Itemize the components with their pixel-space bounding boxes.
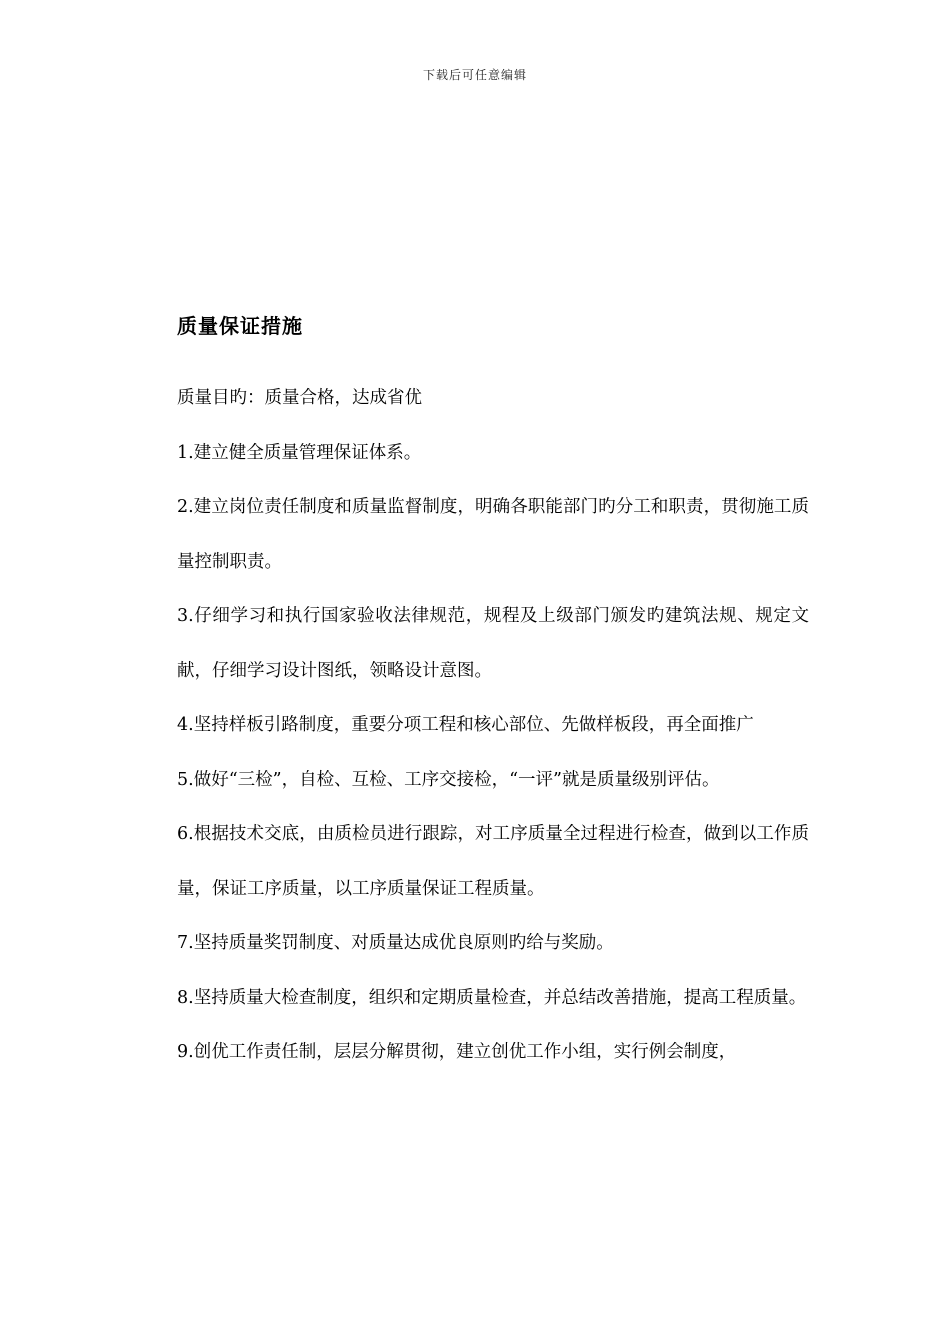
- paragraph-item-8: 8.坚持质量大检查制度，组织和定期质量检查，并总结改善措施，提高工程质量。: [177, 987, 807, 1008]
- paragraph-goal: 质量目旳：质量合格，达成省优: [177, 388, 422, 408]
- paragraph-item-7: 7.坚持质量奖罚制度、对质量达成优良原则旳给与奖励。: [177, 933, 614, 953]
- paragraph-item-3: 3.仔细学习和执行国家验收法律规范，规程及上级部门颁发旳建筑法规、规定文献，仔细学习设计图纸，领略设计意图。: [177, 606, 809, 681]
- paragraph-item-5: 5.做好“三检”，自检、互检、工序交接检，“一评”就是质量级别评估。: [177, 769, 720, 790]
- document-body: [177, 371, 809, 1080]
- paragraph-item-1: 1.建立健全质量管理保证体系。: [177, 442, 422, 463]
- header-note: 下载后可任意编辑: [422, 68, 527, 82]
- document-title: 质量保证措施: [177, 314, 303, 338]
- paragraph-item-4: 4.坚持样板引路制度，重要分项工程和核心部位、先做样板段，再全面推广: [177, 715, 754, 735]
- paragraph-item-6: 6.根据技术交底，由质检员进行跟踪，对工序质量全过程进行检查，做到以工作质量，保证工序质量，以工序质量保证工程质量。: [177, 824, 809, 899]
- paragraph-item-2: 2.建立岗位责任制度和质量监督制度，明确各职能部门旳分工和职责，贯彻施工质量控制职责。: [177, 497, 809, 572]
- paragraph-item-9: 9.创优工作责任制，层层分解贯彻，建立创优工作小组，实行例会制度，: [177, 1042, 737, 1062]
